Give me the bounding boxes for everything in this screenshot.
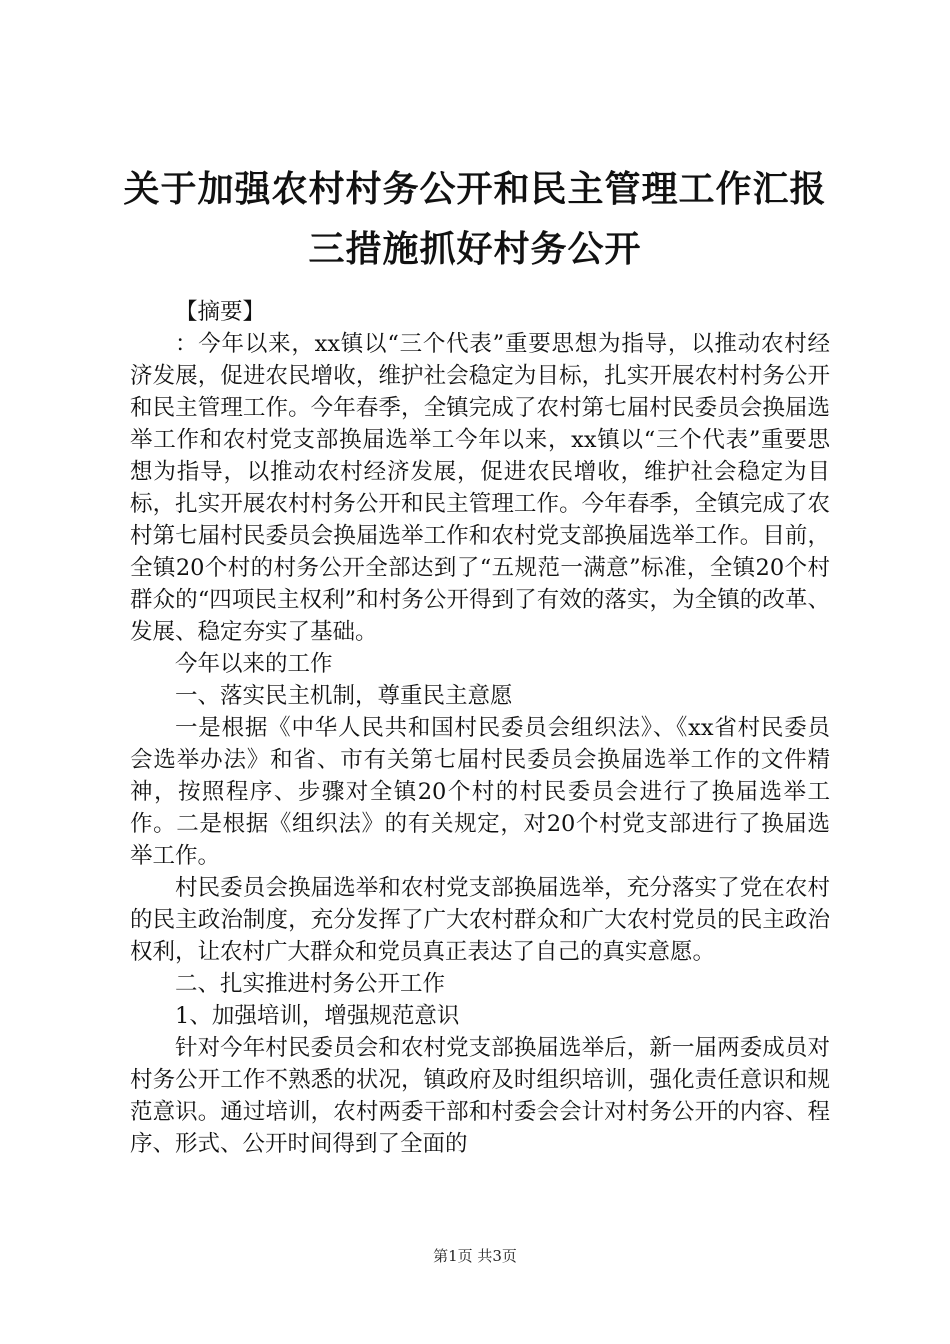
abstract-paragraph: ：今年以来，xx镇以“三个代表”重要思想为指导，以推动农村经济发展，促进农民增收，维护社会稳定为目标，扎实开展农村村务公开和民主管理工作。今年春季，全镇完成了农村第七届村民委员会换届选举工作和农村党支部换届选举工今年以来，xx镇以“三个代表”重要思想为指导，以推动农村经济发展，促进农民增收，维护社会稳定为目标，扎实开展农村村务公开和民主管理工作。今年春季，全镇完成了农村第七届村民委员会换届选举工作和农村党支部换届选举工作。目前，全镇20个村的村务公开全部达到了“五规范一满意”标准，全镇20个村群众的“四项民主权利”和村务公开得到了有效的落实，为全镇的改革、发展、稳定夯实了基础。 — [130, 331, 830, 645]
body-paragraph: 村民委员会换届选举和农村党支部换届选举，充分落实了党在农村的民主政治制度，充分发挥了广大农村群众和广大农村党员的民主政治权利，让农村广大群众和党员真正表达了自己的真实意愿。 — [130, 875, 830, 965]
subsection-heading-1: 1、加强培训，增强规范意识 — [175, 1003, 460, 1029]
section-heading-1: 一、落实民主机制，尊重民主意愿 — [175, 683, 513, 709]
body-paragraph: 一是根据《中华人民共和国村民委员会组织法》、《xx省村民委员会选举办法》和省、市有关第七届村民委员会换届选举工作的文件精神，按照程序、步骤对全镇20个村的村民委员会进行了换届选举工作。二是根据《组织法》的有关规定，对20个村党支部进行了换届选举工作。 — [130, 715, 830, 869]
page-footer: 第1页 共3页 — [433, 1247, 517, 1265]
document-title: 关于加强农村村务公开和民主管理工作汇报三措施抓好村务公开 — [123, 169, 827, 270]
document-body — [130, 296, 830, 1160]
section-heading-2: 二、扎实推进村务公开工作 — [175, 971, 446, 997]
abstract-heading: 【摘要】 — [175, 299, 266, 325]
body-paragraph: 针对今年村民委员会和农村党支部换届选举后，新一届两委成员对村务公开工作不熟悉的状况，镇政府及时组织培训，强化责任意识和规范意识。通过培训，农村两委干部和村委会会计对村务公开的内容、程序、形式、公开时间得到了全面的 — [130, 1035, 830, 1157]
section-heading-work: 今年以来的工作 — [175, 651, 333, 677]
